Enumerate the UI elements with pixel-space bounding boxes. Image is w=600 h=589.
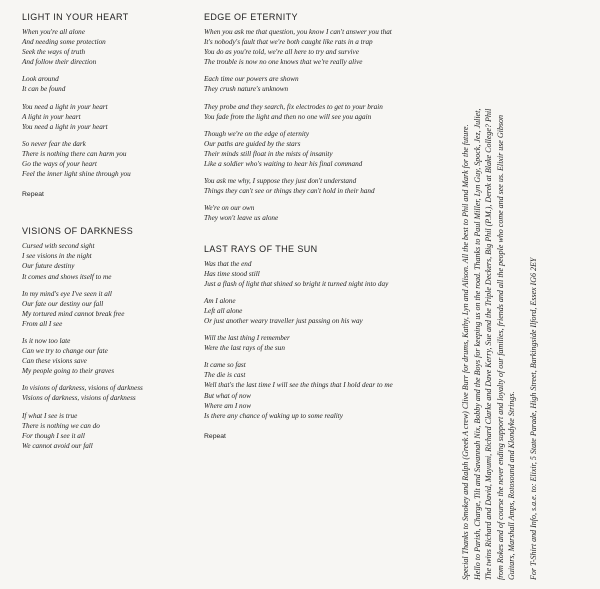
stanza <box>204 176 434 196</box>
lyric-line: The trouble is now no one knows that we're really alive <box>204 58 363 67</box>
lyric-line: There is nothing we can do <box>22 421 100 430</box>
song <box>22 226 200 451</box>
lyric-line: It can be found <box>22 85 66 94</box>
credit-gap <box>518 20 528 580</box>
lyric-line: If what I see is true <box>22 411 78 420</box>
lyric-line: Visions of darkness, visions of darkness <box>22 394 136 403</box>
lyric-line: And needing some protection <box>22 38 106 47</box>
lyric-line: Or just another weary traveller just passing on his way <box>204 316 363 325</box>
lyric-line: So never fear the dark <box>22 139 86 148</box>
lyric-line: I see visions in the night <box>22 252 92 261</box>
credits-text <box>460 20 590 580</box>
lyric-line: It's nobody's fault that we're both caught like rats in a trap <box>204 38 373 47</box>
lyric-line: They crush nature's unknown <box>204 85 289 94</box>
stanza <box>204 74 434 94</box>
stanza <box>22 289 200 329</box>
lyrics-column-left <box>22 12 200 458</box>
lyric-line: There is nothing there can harm you <box>22 149 127 158</box>
lyric-line: Seek the ways of truth <box>22 48 86 57</box>
lyric-line: You do as you're told, we're all here to try and survive <box>204 48 359 57</box>
lyric-line: A light in your heart <box>22 112 81 121</box>
lyric-line: In my mind's eye I've seen it all <box>22 289 112 298</box>
song-title: EDGE OF ETERNITY <box>204 12 298 22</box>
lyric-line: Has time stood still <box>204 269 260 278</box>
stanza <box>204 102 434 122</box>
lyric-line: You need a light in your heart <box>22 102 108 111</box>
lyric-line: It comes and shows itself to me <box>22 272 112 281</box>
stanza <box>204 296 434 326</box>
stanza <box>204 129 434 169</box>
lyric-line: Will the last thing I remember <box>204 334 290 343</box>
lyric-line: Feel the inner light shine through you <box>22 170 131 179</box>
stanza <box>204 259 434 289</box>
song <box>204 12 434 224</box>
stanza <box>22 139 200 179</box>
lyric-line: When you ask me that question, you know I can't answer you that <box>204 28 392 36</box>
lyric-line: Am I alone <box>204 296 236 305</box>
lyric-line: My tortured mind cannot break free <box>22 309 125 318</box>
credit-line: Hello to Parish, Charge, Tilt and Savannah Nix, Bobby and the Boys for keeping us on the road. Thanks to Paul Miller, Lyn Guy, Spock, Jez, Juliet, <box>472 108 482 580</box>
stanza <box>22 336 200 376</box>
lyric-line: It came so fast <box>204 361 246 370</box>
lyric-line: Just a flash of light that shined so bright it turned night into day <box>204 279 389 288</box>
song-title: LIGHT IN YOUR HEART <box>22 12 129 22</box>
lyric-line: You ask me why, I suppose they just don't understand <box>204 177 357 186</box>
lyric-line: You fade from the light and then no one will see you again <box>204 112 372 121</box>
lyric-line: The die is cast <box>204 371 246 380</box>
lyric-line: And follow their direction <box>22 58 97 67</box>
lyric-line: From all I see <box>22 319 63 328</box>
lyric-line: Is there any chance of waking up to some reality <box>204 411 343 420</box>
repeat-label: Repeat <box>22 191 44 199</box>
song <box>204 244 434 442</box>
lyric-line: Go the ways of your heart <box>22 160 97 169</box>
lyric-line: Well that's the last time I will see the things that I hold dear to me <box>204 381 393 390</box>
lyric-line: We cannot avoid our fall <box>22 441 93 450</box>
stanza <box>204 27 434 67</box>
stanza <box>204 203 434 223</box>
stanza <box>22 102 200 132</box>
lyrics-column-middle <box>204 12 434 442</box>
stanza <box>204 360 434 421</box>
stanza <box>22 383 200 403</box>
lyric-line: Was that the end <box>204 259 252 268</box>
song-title: VISIONS OF DARKNESS <box>22 226 134 237</box>
lyric-line: You need a light in your heart <box>22 122 108 131</box>
lyric-line: Our paths are guided by the stars <box>204 139 301 148</box>
lyric-line: Cursed with second sight <box>22 242 95 251</box>
lyric-line: In visions of darkness, visions of darkness <box>22 384 143 393</box>
lyric-line: Can these visions save <box>22 357 87 366</box>
lyric-line: Were the last rays of the sun <box>204 344 285 353</box>
stanza <box>22 74 200 94</box>
credit-line: Guitars, Marshall Amps, Rotosound and Klondyke Strings. <box>507 391 517 580</box>
address-line: For T-Shirt and Info, s.a.e. to: Elixir, 5 State Parade, High Street, Barkingside Ilford, Essex IG6 2EY <box>528 257 538 580</box>
credit-line: from Rokes and of course the never ending support and loyalty of our families, friends and all the people who come and see us. Elixir use Gibson <box>495 115 505 580</box>
lyric-line: Things they can't see or things they can't hold in their hand <box>204 187 375 196</box>
credit-line: The twins Richard and David, Mayumi, Richard Clarke and Dave Kerry, Sue and the Triple Deckers, Big Phil (P.M.), Derek at Blake College? Phil <box>484 108 494 580</box>
lyric-line: Can we try to change our fate <box>22 347 108 356</box>
lyric-line: Their minds still float in the mists of insanity <box>204 149 333 158</box>
repeat-label: Repeat <box>204 432 226 440</box>
lyric-line: Look around <box>22 75 59 84</box>
lyric-line: When you're all alone <box>22 28 85 36</box>
stanza <box>204 333 434 353</box>
stanza <box>22 411 200 451</box>
stanza <box>22 27 200 67</box>
lyric-line: Each time our powers are shown <box>204 75 299 84</box>
lyric-line: Left all alone <box>204 306 243 315</box>
song-title: LAST RAYS OF THE SUN <box>204 243 318 254</box>
lyric-line: Our fate our destiny our fall <box>22 299 104 308</box>
song <box>22 12 200 200</box>
credits-panel <box>460 20 590 580</box>
lyric-line: For though I see it all <box>22 431 85 440</box>
lyric-line: Like a soldier who's waiting to hear his final command <box>204 160 363 169</box>
lyric-line: My people going to their graves <box>22 367 115 376</box>
lyric-line: But what of now <box>204 391 251 400</box>
stanza <box>22 241 200 281</box>
lyric-line: Our future destiny <box>22 262 75 271</box>
lyric-line: They probe and they search, fix electrodes to get to your brain <box>204 102 383 111</box>
credit-line: Special Thanks to Smokey and Ralph (Greek A crew) Clive Burr for drums, Kathy, Lyn and Alison. All the best to Phil and Mark for the future. <box>461 124 470 580</box>
lyric-line: Where am I now <box>204 401 252 410</box>
lyric-line: Is it now too late <box>22 336 71 345</box>
lyric-line: They won't leave us alone <box>204 214 279 223</box>
lyric-line: We're on our own <box>204 204 255 213</box>
lyric-line: Though we're on the edge of eternity <box>204 129 310 138</box>
